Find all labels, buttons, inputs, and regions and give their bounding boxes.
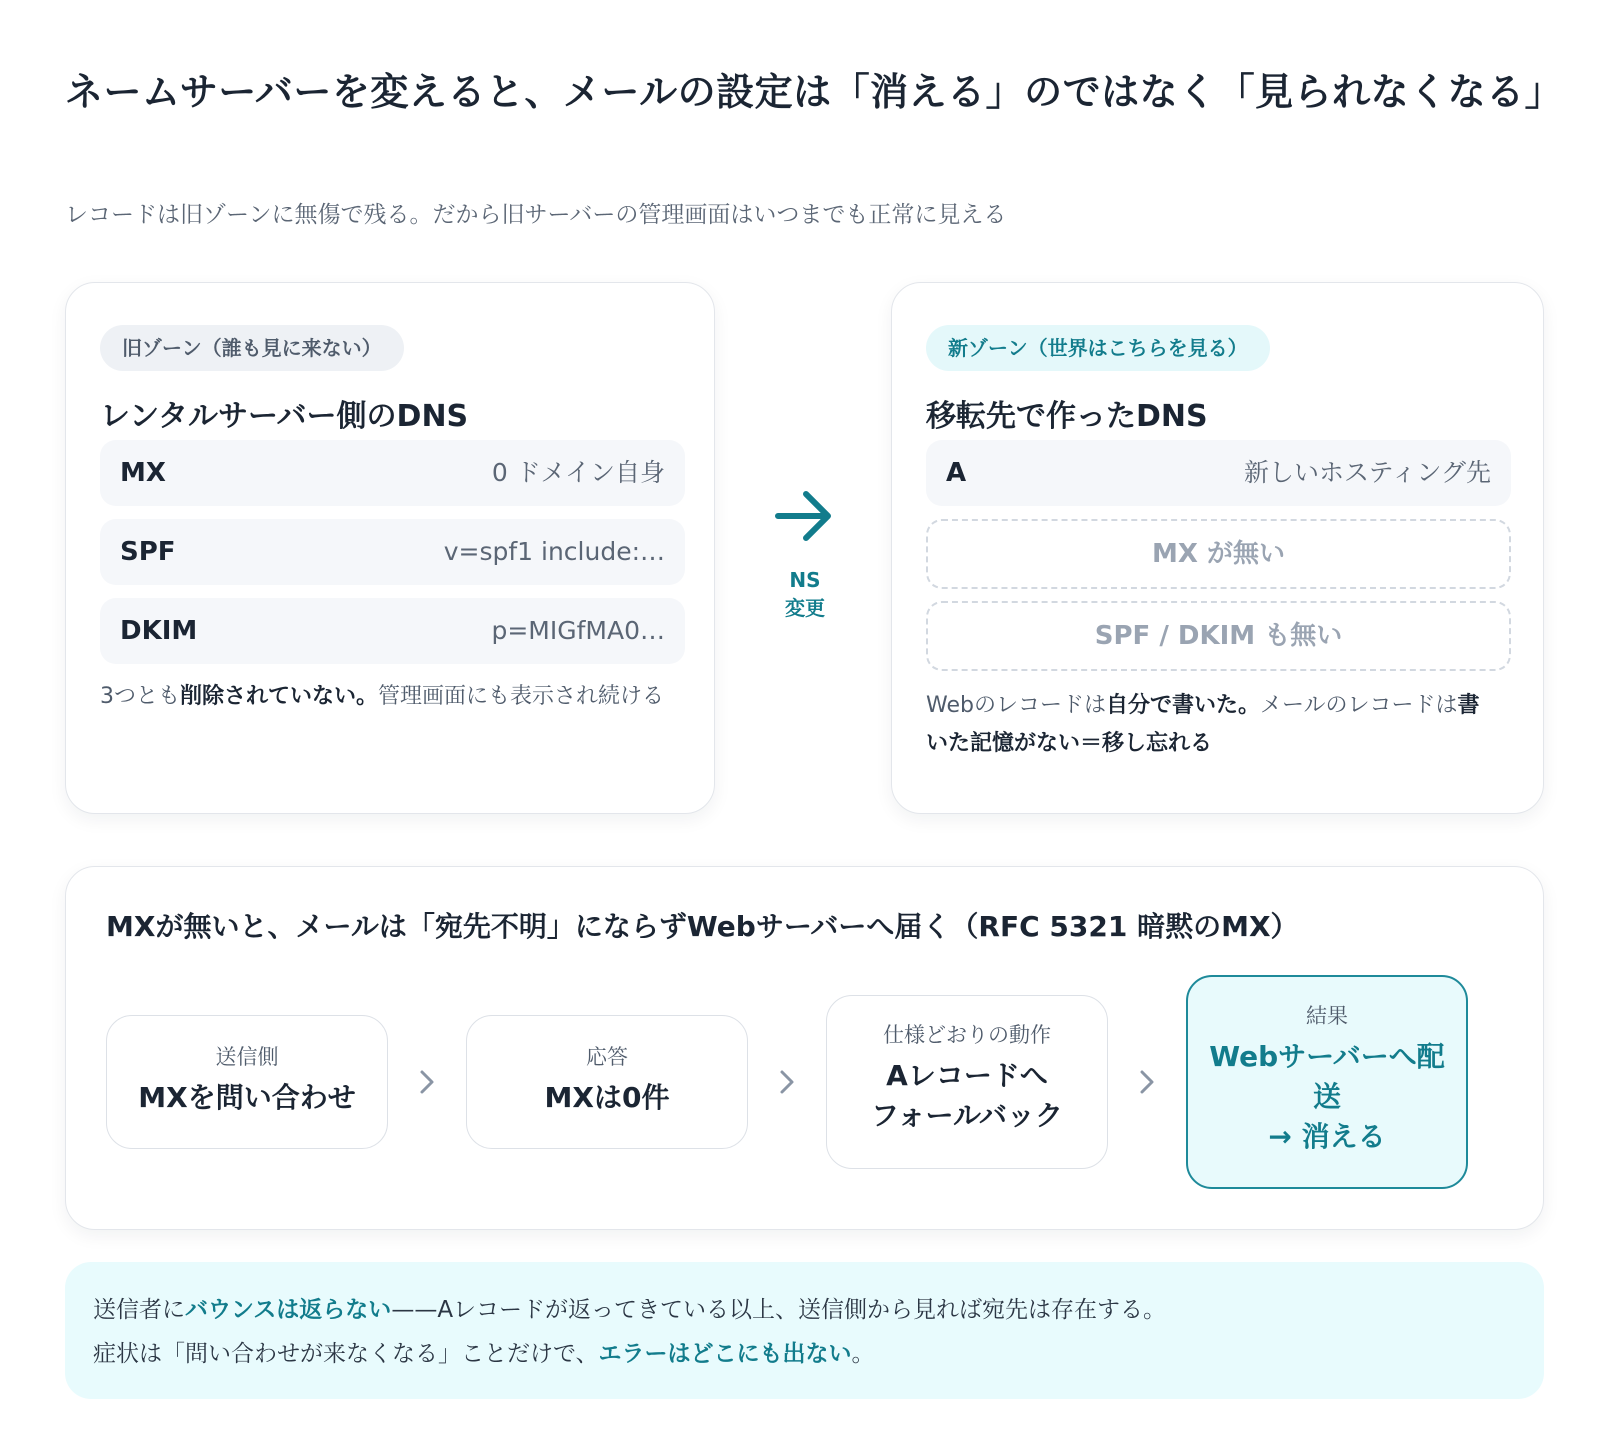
- page-title: ネームサーバーを変えると、メールの設定は「消える」のではなく「見られなくなる」: [65, 70, 1564, 114]
- step-value: MXは0件: [544, 1081, 670, 1114]
- flow-step-result: [1186, 975, 1468, 1189]
- callout-highlight: バウンスは返らない: [185, 1297, 392, 1323]
- record-key: DKIM: [120, 616, 198, 646]
- note-emphasis: 削除されていない。: [180, 684, 379, 709]
- chevron-right-icon: [417, 1067, 437, 1097]
- step-value: MXを問い合わせ: [138, 1081, 356, 1114]
- callout-highlight: エラーはどこにも出ない: [598, 1341, 852, 1367]
- old-zone-heading: レンタルサーバー側のDNS: [100, 399, 469, 434]
- missing-spf-dkim: SPF / DKIM も無い: [926, 601, 1511, 671]
- flow-title: MXが無いと、メールは「宛先不明」にならずWebサーバーへ届く（RFC 5321 暗黙のMX）: [106, 910, 1299, 943]
- chevron-right-icon: [777, 1067, 797, 1097]
- note-text: 3つとも: [100, 684, 180, 709]
- record-key: MX: [120, 458, 166, 488]
- step-label: 結果: [1306, 1004, 1348, 1028]
- callout-text: 症状は「問い合わせが来なくなる」ことだけで、: [93, 1341, 599, 1367]
- chevron-right-icon: [1137, 1067, 1157, 1097]
- record-value: v=spf1 include:…: [443, 537, 665, 566]
- old-record-spf: [100, 519, 685, 585]
- record-key: SPF: [120, 537, 176, 567]
- flow-step-sender: [106, 1015, 388, 1149]
- arrow-right-icon: [774, 488, 836, 544]
- record-value: 新しいホスティング先: [1243, 458, 1491, 487]
- old-zone-note: [100, 678, 675, 716]
- note-emphasis: 自分で書いた。: [1105, 693, 1260, 718]
- warning-callout: [65, 1262, 1544, 1399]
- missing-mx: MX が無い: [926, 519, 1511, 589]
- flow-step-fallback: [826, 995, 1108, 1169]
- new-record-a: [926, 440, 1511, 506]
- flow-card: [65, 866, 1544, 1230]
- step-label: 送信側: [215, 1045, 279, 1069]
- callout-line-2: [93, 1332, 1516, 1376]
- callout-text: 。: [851, 1341, 875, 1367]
- step-label: 仕様どおりの動作: [883, 1023, 1051, 1047]
- new-zone-heading: 移転先で作ったDNS: [926, 399, 1208, 434]
- ns-change-label: [752, 566, 858, 622]
- note-text: Webのレコードは: [926, 693, 1106, 718]
- record-value: p=MIGfMA0…: [491, 616, 665, 645]
- new-zone-note: [926, 687, 1501, 763]
- record-key: A: [946, 458, 967, 488]
- page-subtitle: レコードは旧ゾーンに無傷で残る。だから旧サーバーの管理画面はいつまでも正常に見える: [65, 202, 1007, 228]
- new-zone-card: [891, 282, 1544, 814]
- old-zone-pill: 旧ゾーン（誰も見に来ない）: [100, 325, 404, 371]
- step-label: 応答: [586, 1045, 628, 1069]
- old-zone-card: [65, 282, 715, 814]
- callout-text: ——Aレコードが返ってきている以上、送信側から見れば宛先は存在する。: [391, 1297, 1167, 1323]
- ns-label-line: NS: [789, 568, 821, 592]
- record-value: 0 ドメイン自身: [491, 458, 665, 487]
- step-value: Aレコードへ フォールバック: [870, 1059, 1064, 1132]
- step-value: Webサーバーへ配 送 → 消える: [1209, 1040, 1445, 1153]
- old-record-mx: [100, 440, 685, 506]
- note-text: 管理画面にも表示され続ける: [378, 684, 665, 709]
- new-zone-pill: 新ゾーン（世界はこちらを見る）: [926, 325, 1270, 371]
- callout-line-1: [93, 1288, 1516, 1332]
- note-emphasis: 書いた記憶がない＝移し忘れる: [926, 693, 1480, 756]
- ns-label-line: 変更: [785, 596, 825, 620]
- note-text: メールのレコードは: [1259, 693, 1458, 718]
- old-record-dkim: [100, 598, 685, 664]
- flow-step-response: [466, 1015, 748, 1149]
- callout-text: 送信者に: [93, 1297, 185, 1323]
